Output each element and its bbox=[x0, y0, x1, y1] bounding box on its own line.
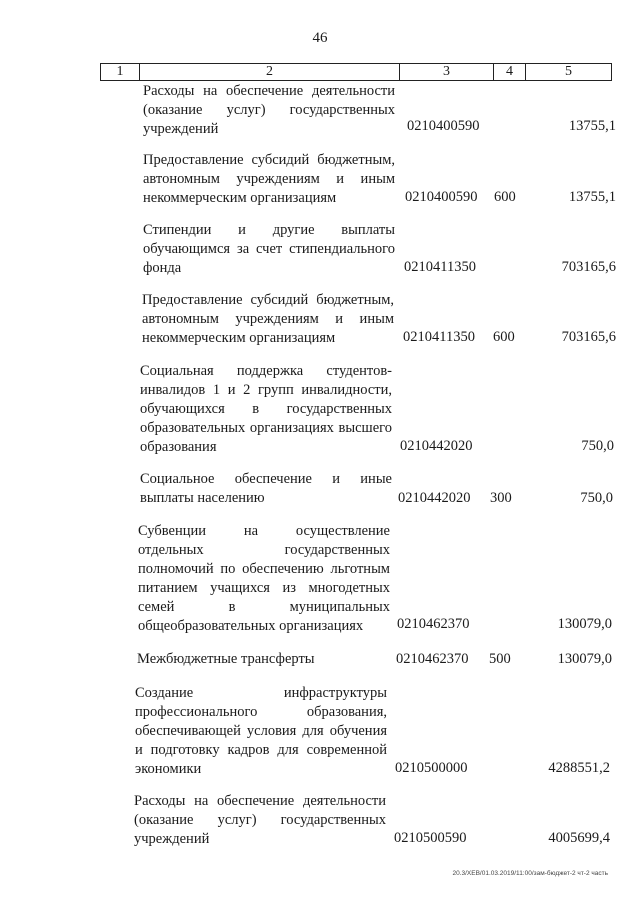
page-number: 46 bbox=[312, 30, 328, 46]
row-amount: 4288551,2 bbox=[548, 760, 610, 776]
table-row bbox=[0, 82, 640, 136]
row-amount: 703165,6 bbox=[561, 259, 616, 275]
row-description: Стипендии и другие выплаты обучающимся за счет стипендиального фонда bbox=[143, 222, 395, 276]
header-col-1: 1 bbox=[101, 64, 140, 80]
row-code: 0210400590 bbox=[407, 118, 480, 134]
table-header bbox=[100, 63, 612, 81]
row-description: Социальная поддержка студентов-инвалидов 1 и 2 групп инвалидности, обучающихся в государственных образовательных организациях высшего образования bbox=[140, 363, 392, 455]
row-code: 0210442020 bbox=[400, 438, 473, 454]
row-description: Создание инфраструктуры профессионального образования, обеспечивающей условия для обучения и подготовку кадров для современной экономики bbox=[135, 685, 387, 777]
row-description: Межбюджетные трансферты bbox=[137, 651, 315, 667]
row-code: 0210462370 bbox=[397, 616, 470, 632]
row-code: 0210400590 bbox=[405, 189, 478, 205]
row-description: Предоставление субсидий бюджетным, автономным учреждениям и иным некоммерческим организациям bbox=[143, 152, 395, 206]
footer-stamp: 20.3/ХЕВ/01.03.2019/11:00/зам-бюджет-2 чт-2 часть bbox=[452, 870, 608, 877]
table-row bbox=[0, 522, 640, 634]
header-col-4: 4 bbox=[494, 64, 526, 80]
row-code: 0210500000 bbox=[395, 760, 468, 776]
row-expense-type: 500 bbox=[489, 651, 511, 667]
row-amount: 130079,0 bbox=[557, 616, 612, 632]
row-amount: 4005699,4 bbox=[548, 830, 610, 846]
row-expense-type: 300 bbox=[490, 490, 512, 506]
table-row bbox=[0, 362, 640, 456]
table-row bbox=[0, 470, 640, 508]
row-amount: 13755,1 bbox=[568, 118, 616, 134]
row-description: Субвенции на осуществление отдельных государственных полномочий по обеспечению льготным питанием учащихся из многодетных семей в муниципальных общеобразовательных организациях bbox=[138, 523, 390, 634]
row-expense-type: 600 bbox=[494, 189, 516, 205]
row-amount: 703165,6 bbox=[561, 329, 616, 345]
header-col-2: 2 bbox=[140, 64, 400, 80]
header-col-3: 3 bbox=[400, 64, 494, 80]
table-row bbox=[0, 650, 640, 669]
row-code: 0210411350 bbox=[404, 259, 476, 275]
row-amount: 130079,0 bbox=[557, 651, 612, 667]
row-amount: 750,0 bbox=[580, 490, 613, 506]
row-description: Расходы на обеспечение деятельности (оказание услуг) государственных учреждений bbox=[143, 83, 395, 137]
row-code: 0210462370 bbox=[396, 651, 469, 667]
row-code: 0210442020 bbox=[398, 490, 471, 506]
table-row bbox=[0, 151, 640, 207]
table-row bbox=[0, 684, 640, 778]
row-code: 0210411350 bbox=[403, 329, 475, 345]
row-code: 0210500590 bbox=[394, 830, 467, 846]
header-col-5: 5 bbox=[565, 64, 572, 79]
row-description: Расходы на обеспечение деятельности (оказание услуг) государственных учреждений bbox=[134, 793, 386, 847]
table-row bbox=[0, 291, 640, 347]
row-amount: 13755,1 bbox=[568, 189, 616, 205]
table-row bbox=[0, 221, 640, 277]
row-description: Социальное обеспечение и иные выплаты населению bbox=[140, 471, 392, 506]
row-expense-type: 600 bbox=[493, 329, 515, 345]
row-amount: 750,0 bbox=[581, 438, 614, 454]
row-description: Предоставление субсидий бюджетным, автономным учреждениям и иным некоммерческим организациям bbox=[142, 292, 394, 346]
table-row bbox=[0, 792, 640, 848]
